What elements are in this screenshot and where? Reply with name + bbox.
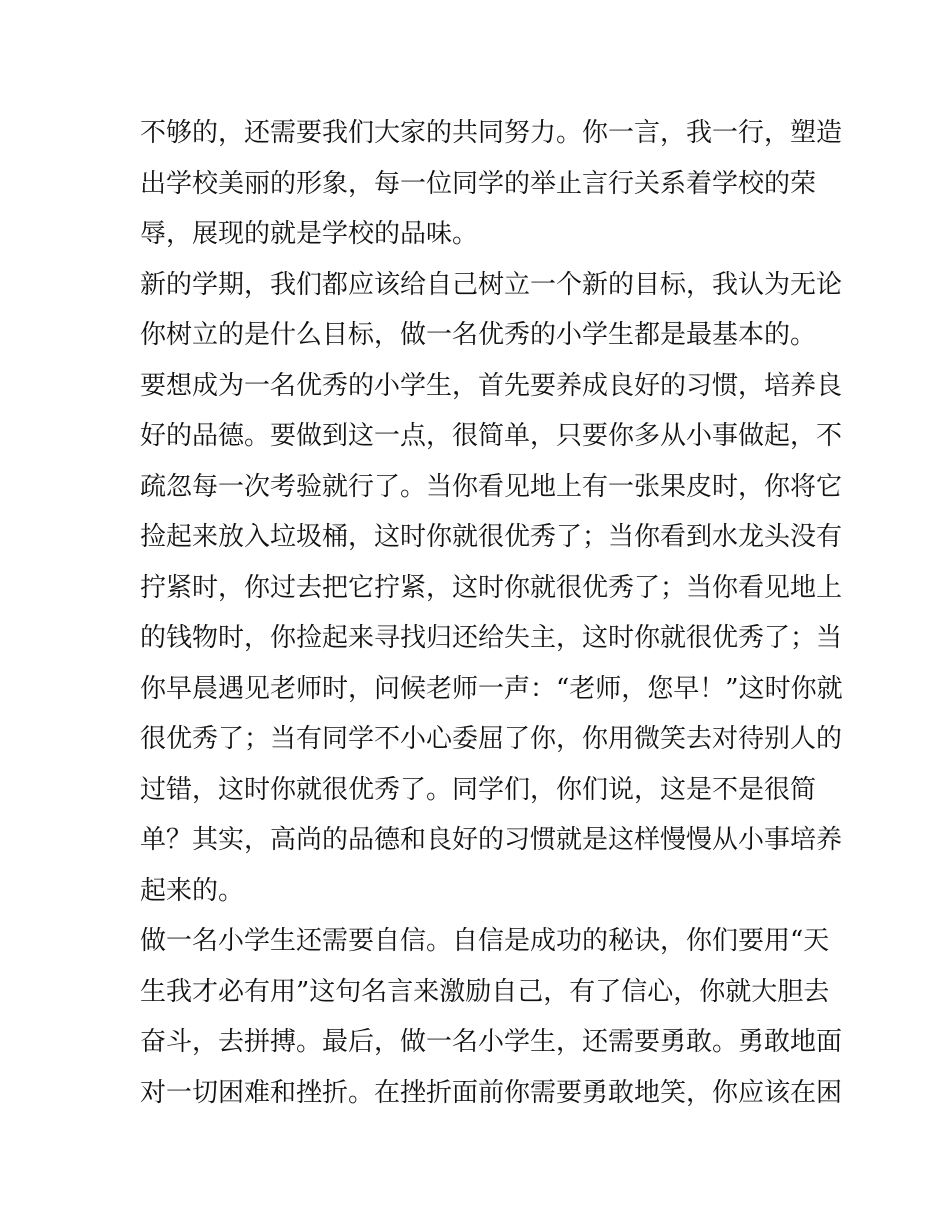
text-line: 单？其实，高尚的品德和良好的习惯就是这样慢慢从小事培养 [140, 825, 843, 855]
text-line: 你早晨遇见老师时，问候老师一声：“老师，您早！”这时你就 [140, 673, 843, 704]
text-line: 生我才必有用”这句名言来激励自己，有了信心，你就大胆去 [140, 976, 830, 1007]
text-line: 的钱物时，你捡起来寻找归还给失主，这时你就很优秀了；当 [140, 623, 843, 653]
text-line: 做一名小学生还需要自信。自信是成功的秘诀，你们要用“天 [140, 926, 830, 956]
text-line: 辱，展现的就是学校的品味。 [140, 219, 479, 249]
text-line: 拧紧时，你过去把它拧紧，这时你就很优秀了；当你看见地上 [140, 572, 843, 603]
text-line: 起来的。 [140, 875, 245, 906]
text-line: 好的品德。要做到这一点，很简单，只要你多从小事做起，不 [140, 421, 843, 451]
text-line: 很优秀了；当有同学不小心委屈了你，你用微笑去对待别人的 [140, 724, 843, 754]
document-body [140, 108, 843, 1118]
text-line: 你树立的是什么目标，做一名优秀的小学生都是最基本的。 [140, 320, 817, 350]
text-line: 对一切困难和挫折。在挫折面前你需要勇敢地笑，你应该在困 [140, 1077, 843, 1108]
text-line: 疏忽每一次考验就行了。当你看见地上有一张果皮时，你将它 [140, 471, 843, 502]
text-line: 捡起来放入垃圾桶，这时你就很优秀了；当你看到水龙头没有 [140, 522, 843, 552]
text-line: 过错，这时你就很优秀了。同学们，你们说，这是不是很简 [140, 774, 817, 805]
text-line: 要想成为一名优秀的小学生，首先要养成良好的习惯，培养良 [140, 370, 843, 401]
text-line: 新的学期，我们都应该给自己树立一个新的目标，我认为无论 [140, 269, 843, 300]
text-line: 奋斗，去拼搏。最后，做一名小学生，还需要勇敢。勇敢地面 [140, 1027, 843, 1057]
text-line: 出学校美丽的形象，每一位同学的举止言行关系着学校的荣 [140, 168, 817, 199]
text-line: 不够的，还需要我们大家的共同努力。你一言，我一行，塑造 [140, 118, 843, 148]
